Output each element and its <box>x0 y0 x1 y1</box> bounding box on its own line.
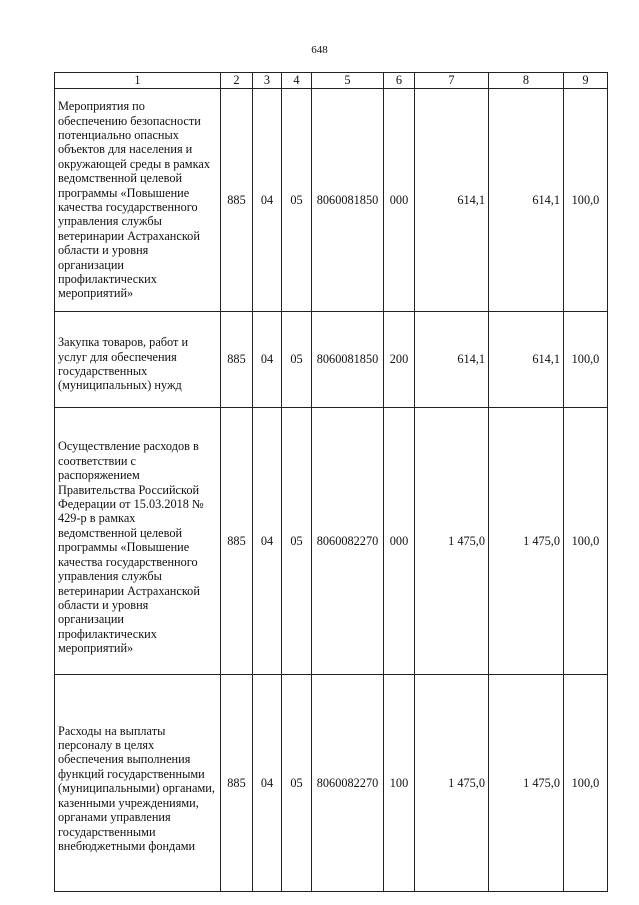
cell-c2: 885 <box>221 675 253 892</box>
column-header-6: 6 <box>384 73 415 89</box>
cell-c2: 885 <box>221 408 253 675</box>
column-header-2: 2 <box>221 73 253 89</box>
row-description: Закупка товаров, работ и услуг для обеспечения государственных (муниципальных) нужд <box>55 312 221 408</box>
cell-c6: 100 <box>384 675 415 892</box>
cell-c6: 000 <box>384 89 415 312</box>
row-description: Осуществление расходов в соответствии с распоряжением Правительства Российской Федерации от 15.03.2018 № 429-р в рамках ведомственной целевой программы «Повышение качества государственного управления службы ветеринарии Астраханской области и уровня организации профилактических мероприятий» <box>55 408 221 675</box>
cell-c7: 1 475,0 <box>415 675 489 892</box>
cell-c5: 8060082270 <box>312 675 384 892</box>
cell-c9: 100,0 <box>564 89 608 312</box>
column-header-3: 3 <box>253 73 282 89</box>
cell-c4: 05 <box>282 675 312 892</box>
cell-c7: 614,1 <box>415 89 489 312</box>
cell-c2: 885 <box>221 312 253 408</box>
table-row <box>55 408 608 675</box>
cell-c8: 614,1 <box>489 312 564 408</box>
cell-c2: 885 <box>221 89 253 312</box>
table-row <box>55 675 608 892</box>
cell-c3: 04 <box>253 675 282 892</box>
cell-c9: 100,0 <box>564 312 608 408</box>
column-header-1: 1 <box>55 73 221 89</box>
cell-c9: 100,0 <box>564 675 608 892</box>
row-description: Расходы на выплаты персоналу в целях обеспечения выполнения функций государственными (муниципальными) органами, казенными учреждениями, органами управления государственными внебюджетными фондами <box>55 675 221 892</box>
cell-c3: 04 <box>253 312 282 408</box>
cell-c3: 04 <box>253 89 282 312</box>
cell-c5: 8060081850 <box>312 89 384 312</box>
header-row <box>55 73 608 89</box>
cell-c7: 1 475,0 <box>415 408 489 675</box>
budget-table <box>54 72 608 892</box>
cell-c3: 04 <box>253 408 282 675</box>
page-number: 648 <box>311 44 328 56</box>
cell-c8: 1 475,0 <box>489 675 564 892</box>
cell-c8: 1 475,0 <box>489 408 564 675</box>
cell-c5: 8060082270 <box>312 408 384 675</box>
column-header-8: 8 <box>489 73 564 89</box>
column-header-4: 4 <box>282 73 312 89</box>
cell-c7: 614,1 <box>415 312 489 408</box>
cell-c4: 05 <box>282 312 312 408</box>
cell-c5: 8060081850 <box>312 312 384 408</box>
column-header-5: 5 <box>312 73 384 89</box>
row-description: Мероприятия по обеспечению безопасности потенциально опасных объектов для населения и окружающей среды в рамках ведомственной целевой программы «Повышение качества государственного управления службы ветеринарии Астраханской области и уровня организации профилактических мероприятий» <box>55 89 221 312</box>
cell-c4: 05 <box>282 408 312 675</box>
cell-c8: 614,1 <box>489 89 564 312</box>
table-row <box>55 312 608 408</box>
cell-c6: 000 <box>384 408 415 675</box>
cell-c4: 05 <box>282 89 312 312</box>
cell-c6: 200 <box>384 312 415 408</box>
table-row <box>55 89 608 312</box>
column-header-9: 9 <box>564 73 608 89</box>
column-header-7: 7 <box>415 73 489 89</box>
cell-c9: 100,0 <box>564 408 608 675</box>
